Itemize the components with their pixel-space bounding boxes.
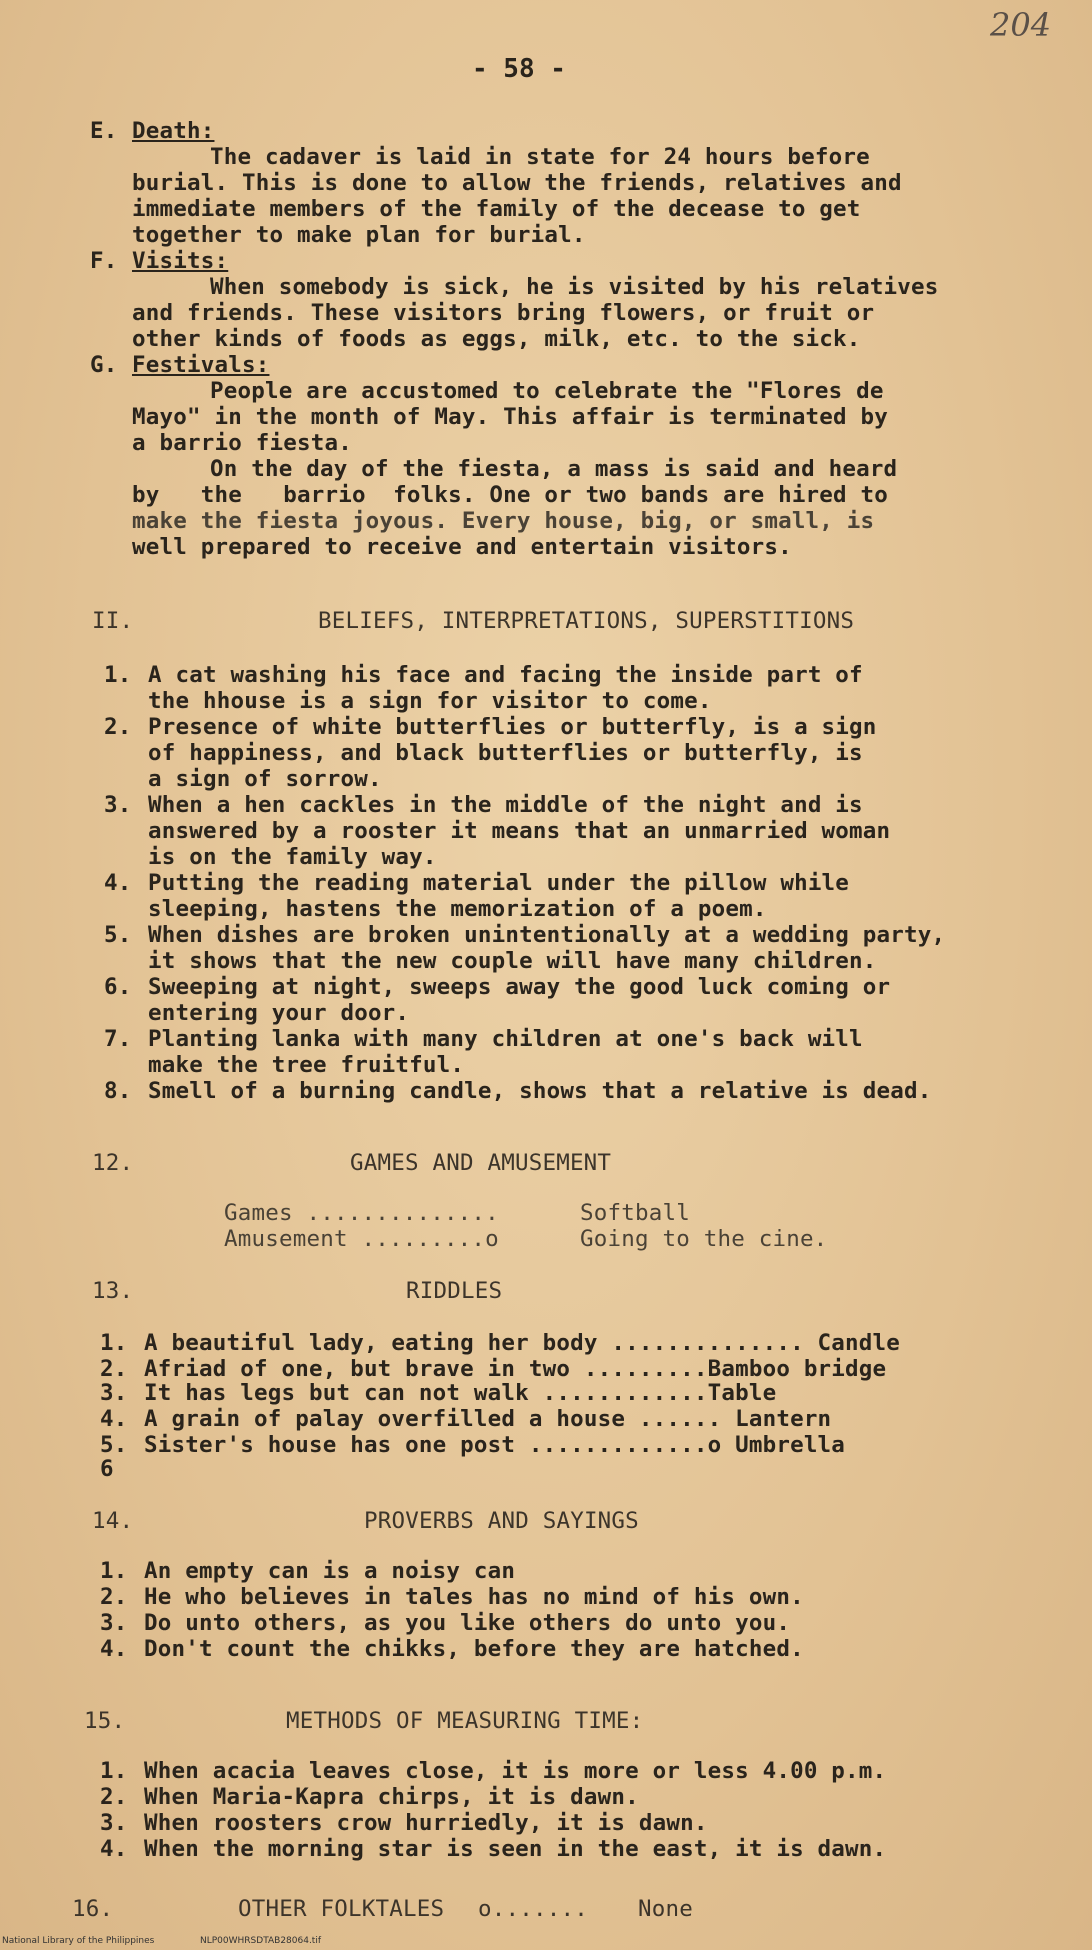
belief-number: 2. [104, 714, 132, 740]
belief-line: of happiness, and black butterflies or butterfly, is [148, 740, 863, 766]
riddle-number: 3. [100, 1380, 128, 1406]
belief-line: Planting lanka with many children at one's back will [148, 1026, 863, 1052]
time-method-number: 3. [100, 1810, 128, 1836]
section-12-title: GAMES AND AMUSEMENT [350, 1150, 612, 1176]
handwritten-page-number: 204 [990, 6, 1052, 44]
section-g-heading: Festivals: [132, 352, 270, 378]
games-label: Games .............. [224, 1200, 499, 1226]
riddle-text: It has legs but can not walk ............Table [144, 1380, 777, 1406]
section-f-letter: F. [90, 248, 118, 274]
belief-line: sleeping, hastens the memorization of a poem. [148, 896, 767, 922]
belief-line: A cat washing his face and facing the inside part of [148, 662, 863, 688]
time-method-text: When roosters crow hurriedly, it is dawn. [144, 1810, 708, 1836]
belief-number: 3. [104, 792, 132, 818]
proverb-text: Do unto others, as you like others do unto you. [144, 1610, 791, 1636]
time-method-text: When acacia leaves close, it is more or less 4.00 p.m. [144, 1758, 887, 1784]
riddle-number: 2. [100, 1356, 128, 1382]
section-16-value: None [638, 1896, 693, 1922]
section-e-heading: Death: [132, 118, 215, 144]
section-15-number: 15. [84, 1708, 126, 1734]
time-method-number: 4. [100, 1836, 128, 1862]
section-g-letter: G. [90, 352, 118, 378]
riddle-text: A grain of palay overfilled a house ...... Lantern [144, 1406, 832, 1432]
belief-line: a sign of sorrow. [148, 766, 382, 792]
time-method-number: 2. [100, 1784, 128, 1810]
footer-library: National Library of the Philippines [2, 1936, 155, 1946]
section-g-line: Mayo" in the month of May. This affair is terminated by [132, 404, 889, 430]
belief-line: When dishes are broken unintentionally at a wedding party, [148, 922, 946, 948]
section-e-line: immediate members of the family of the decease to get [132, 196, 861, 222]
belief-line: make the tree fruitful. [148, 1052, 465, 1078]
belief-line: Presence of white butterflies or butterfly, is a sign [148, 714, 877, 740]
section-g-line: well prepared to receive and entertain visitors. [132, 534, 792, 560]
section-f-line: and friends. These visitors bring flowers, or fruit or [132, 300, 875, 326]
belief-line: is on the family way. [148, 844, 437, 870]
section-16-number: 16. [72, 1896, 114, 1922]
section-e-line: burial. This is done to allow the friends, relatives and [132, 170, 902, 196]
section-13-title: RIDDLES [406, 1278, 503, 1304]
proverb-text: An empty can is a noisy can [144, 1558, 516, 1584]
games-value: Softball [580, 1200, 690, 1226]
belief-number: 4. [104, 870, 132, 896]
time-method-text: When the morning star is seen in the east, it is dawn. [144, 1836, 887, 1862]
belief-line: the hhouse is a sign for visitor to come. [148, 688, 712, 714]
section-e-letter: E. [90, 118, 118, 144]
belief-line: When a hen cackles in the middle of the night and is [148, 792, 863, 818]
time-method-number: 1. [100, 1758, 128, 1784]
belief-line: Putting the reading material under the pillow while [148, 870, 850, 896]
riddle-number: 4. [100, 1406, 128, 1432]
section-g-line: On the day of the fiesta, a mass is said and heard [210, 456, 898, 482]
section-12-number: 12. [92, 1150, 134, 1176]
section-11-number: II. [92, 608, 134, 634]
section-14-title: PROVERBS AND SAYINGS [364, 1508, 639, 1534]
section-g-line: People are accustomed to celebrate the "Flores de [210, 378, 884, 404]
section-11-title: BELIEFS, INTERPRETATIONS, SUPERSTITIONS [318, 608, 855, 634]
proverb-number: 3. [100, 1610, 128, 1636]
proverb-text: He who believes in tales has no mind of his own. [144, 1584, 804, 1610]
riddle-number: 1. [100, 1330, 128, 1356]
belief-line: answered by a rooster it means that an unmarried woman [148, 818, 891, 844]
section-f-line: When somebody is sick, he is visited by his relatives [210, 274, 939, 300]
belief-line: entering your door. [148, 1000, 410, 1026]
section-13-number: 13. [92, 1278, 134, 1304]
section-e-line: together to make plan for burial. [132, 222, 586, 248]
riddle-text: A beautiful lady, eating her body .............. Candle [144, 1330, 901, 1356]
section-15-title: METHODS OF MEASURING TIME: [286, 1708, 644, 1734]
section-g-line: make the fiesta joyous. Every house, big, or small, is [132, 508, 875, 534]
riddle-text: Afriad of one, but brave in two .........Bamboo bridge [144, 1356, 887, 1382]
section-f-heading: Visits: [132, 248, 229, 274]
footer-filename: NLP00WHRSDTAB28064.tif [200, 1936, 322, 1946]
amusement-label: Amusement .........o [224, 1226, 499, 1252]
section-g-line: a barrio fiesta. [132, 430, 352, 456]
belief-number: 5. [104, 922, 132, 948]
page-number: - 58 - [472, 54, 566, 84]
belief-line: Smell of a burning candle, shows that a relative is dead. [148, 1078, 932, 1104]
belief-number: 8. [104, 1078, 132, 1104]
section-e-line: The cadaver is laid in state for 24 hours before [210, 144, 870, 170]
amusement-value: Going to the cine. [580, 1226, 828, 1252]
section-16-title: OTHER FOLKTALES [238, 1896, 445, 1922]
belief-line: Sweeping at night, sweeps away the good luck coming or [148, 974, 891, 1000]
section-f-line: other kinds of foods as eggs, milk, etc. to the sick. [132, 326, 861, 352]
proverb-text: Don't count the chikks, before they are hatched. [144, 1636, 804, 1662]
proverb-number: 1. [100, 1558, 128, 1584]
section-14-number: 14. [92, 1508, 134, 1534]
proverb-number: 2. [100, 1584, 128, 1610]
riddle-text: Sister's house has one post .............o Umbrella [144, 1432, 846, 1458]
belief-line: it shows that the new couple will have many children. [148, 948, 877, 974]
riddle-number: 6 [100, 1456, 114, 1482]
section-16-dots: o....... [478, 1896, 588, 1922]
proverb-number: 4. [100, 1636, 128, 1662]
belief-number: 6. [104, 974, 132, 1000]
belief-number: 1. [104, 662, 132, 688]
time-method-text: When Maria-Kapra chirps, it is dawn. [144, 1784, 639, 1810]
section-g-line: by the barrio folks. One or two bands are hired to [132, 482, 889, 508]
belief-number: 7. [104, 1026, 132, 1052]
riddle-number: 5. [100, 1432, 128, 1458]
